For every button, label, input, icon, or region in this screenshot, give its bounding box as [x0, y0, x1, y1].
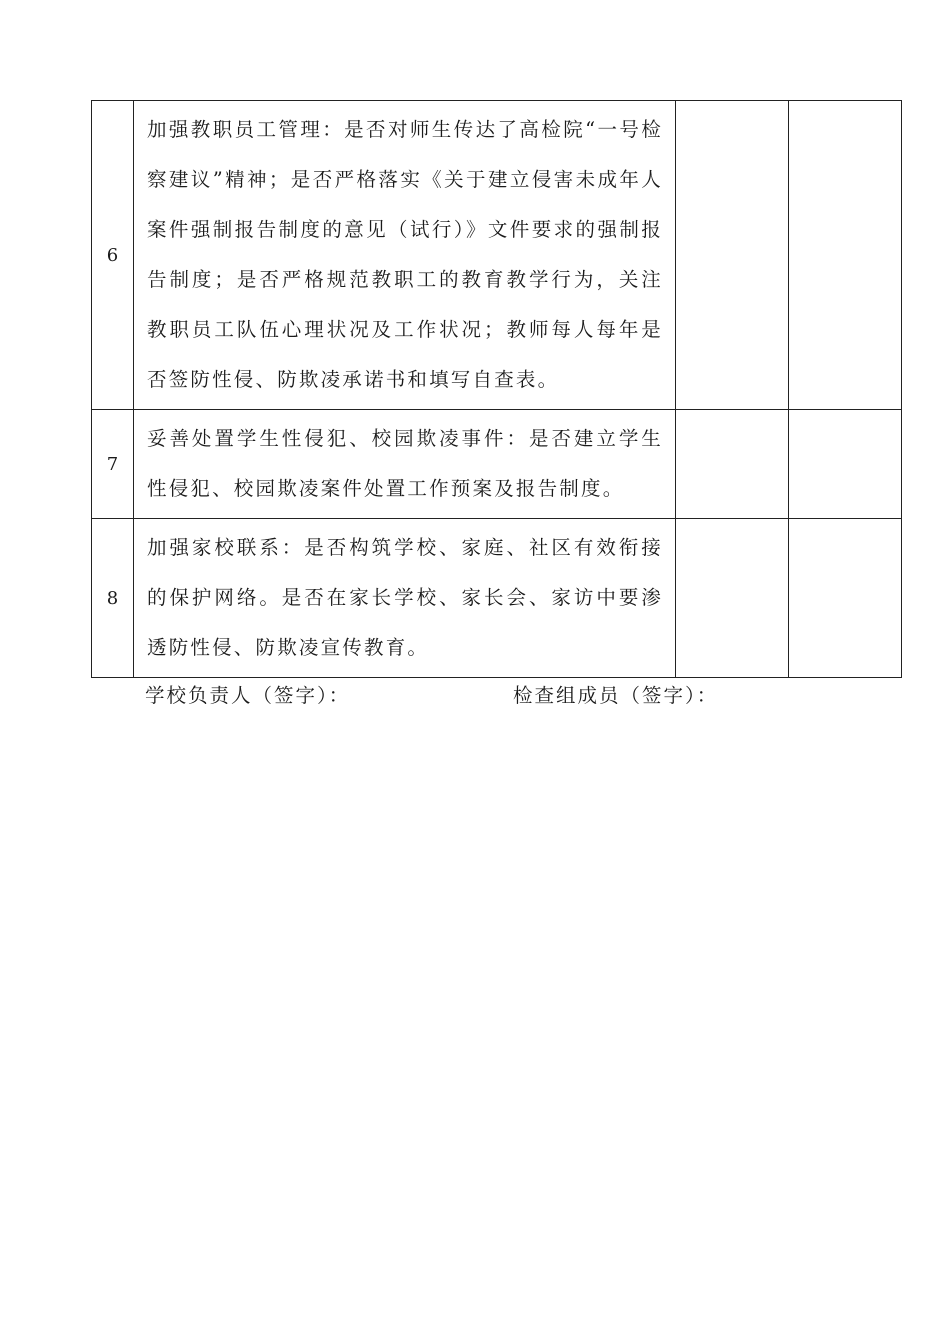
inspection-member-signature-label: 检查组成员（签字）： — [513, 684, 719, 707]
remark-cell — [789, 101, 902, 410]
row-content: 妥善处置学生性侵犯、校园欺凌事件：是否建立学生性侵犯、校园欺凌案件处置工作预案及报告制度。 — [134, 410, 676, 519]
row-number: 6 — [92, 101, 134, 410]
table-row — [92, 410, 902, 519]
result-cell — [676, 410, 789, 519]
result-cell — [676, 519, 789, 678]
row-number: 8 — [92, 519, 134, 678]
remark-cell — [789, 410, 902, 519]
school-leader-signature-label: 学校负责人（签字）： — [145, 684, 351, 707]
table-row — [92, 519, 902, 678]
inspection-table — [91, 100, 902, 678]
remark-cell — [789, 519, 902, 678]
result-cell — [676, 101, 789, 410]
table-row — [92, 101, 902, 410]
row-content: 加强教职员工管理：是否对师生传达了高检院“一号检察建议”精神；是否严格落实《关于建立侵害未成年人案件强制报告制度的意见（试行）》文件要求的强制报告制度；是否严格规范教职工的教育教学行为，关注教职员工队伍心理状况及工作状况；教师每人每年是否签防性侵、防欺凌承诺书和填写自查表。 — [134, 101, 676, 410]
row-content: 加强家校联系：是否构筑学校、家庭、社区有效衔接的保护网络。是否在家长学校、家长会、家访中要渗透防性侵、防欺凌宣传教育。 — [134, 519, 676, 678]
row-number: 7 — [92, 410, 134, 519]
